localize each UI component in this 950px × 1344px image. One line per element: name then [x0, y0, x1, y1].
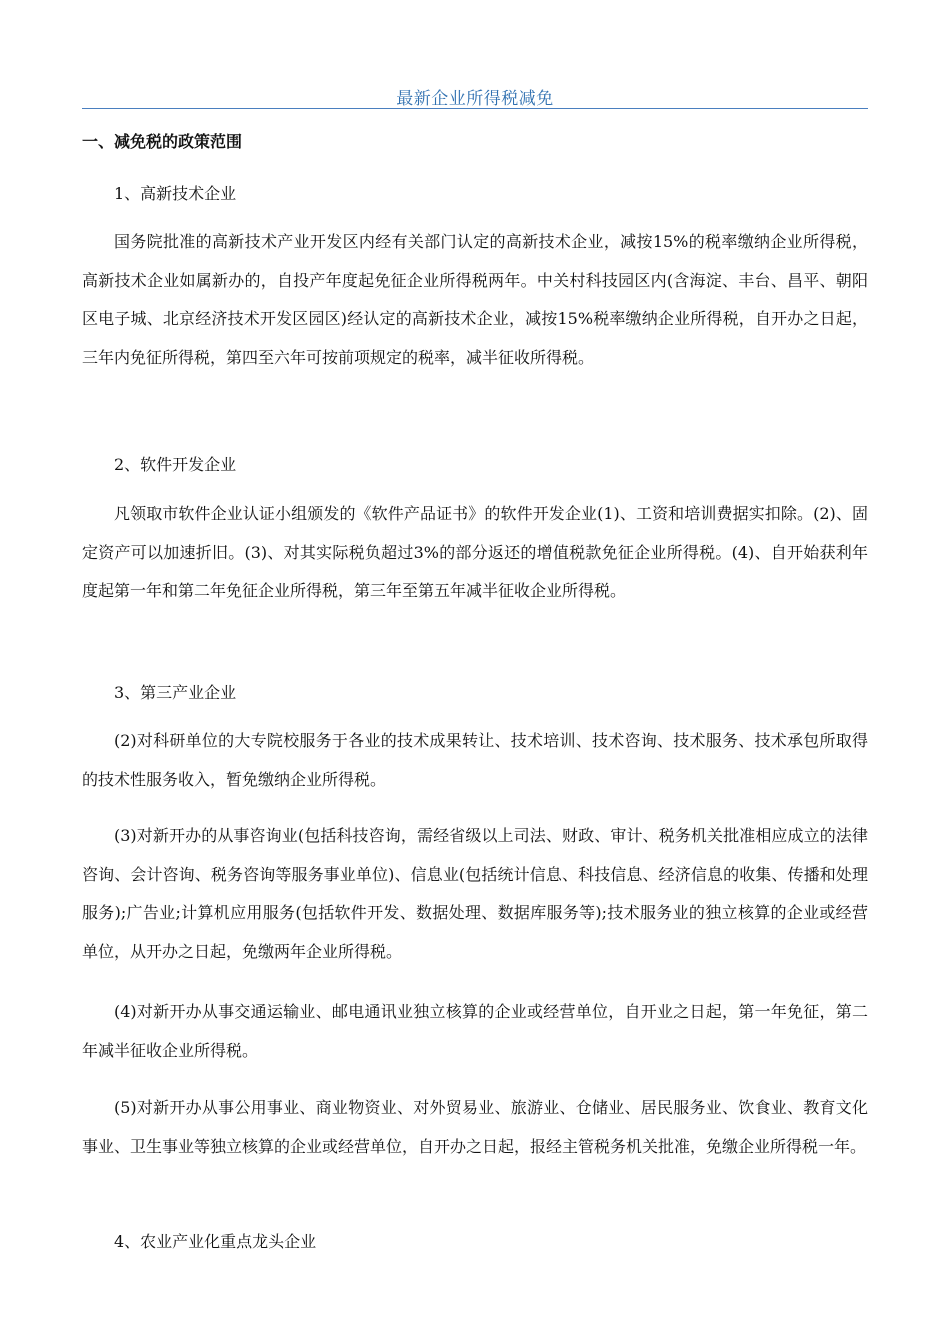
section-heading: 一、减免税的政策范围	[82, 132, 243, 151]
paragraph-tertiary-5: (5)对新开办从事公用事业、商业物资业、对外贸易业、旅游业、仓储业、居民服务业、饮食业、教育文化事业、卫生事业等独立核算的企业或经营单位，自开办之日起，报经主管税务机关批准，免缴企业所得税一年。	[82, 1098, 868, 1156]
paragraph-software: 凡领取市软件企业认证小组颁发的《软件产品证书》的软件开发企业(1)、工资和培训费据实扣除。(2)、固定资产可以加速折旧。(3)、对其实际税负超过3%的部分返还的增值税款免征企业所得税。(4)、自开始获利年度起第一年和第二年免征企业所得税，第三年至第五年减半征收企业所得税。	[82, 504, 868, 600]
paragraph-high-tech: 国务院批准的高新技术产业开发区内经有关部门认定的高新技术企业，减按15%的税率缴纳企业所得税，高新技术企业如属新办的，自投产年度起免征企业所得税两年。中关村科技园区内(含海淀、丰台、昌平、朝阳区电子城、北京经济技术开发区园区)经认定的高新技术企业，减按15%税率缴纳企业所得税，自开办之日起，三年内免征所得税，第四至六年可按前项规定的税率，减半征收所得税。	[82, 232, 868, 367]
page-title: 最新企业所得税减免	[396, 89, 554, 109]
subsection-heading-software: 2、软件开发企业	[114, 455, 237, 474]
subsection-heading-tertiary: 3、第三产业企业	[114, 683, 237, 702]
paragraph-tertiary-4: (4)对新开办从事交通运输业、邮电通讯业独立核算的企业或经营单位，自开业之日起，第一年免征，第二年减半征收企业所得税。	[82, 1002, 868, 1060]
paragraph-tertiary-2: (2)对科研单位的大专院校服务于各业的技术成果转让、技术培训、技术咨询、技术服务、技术承包所取得的技术性服务收入，暂免缴纳企业所得税。	[82, 731, 868, 789]
subsection-heading-agriculture: 4、农业产业化重点龙头企业	[114, 1232, 317, 1251]
subsection-heading-high-tech: 1、高新技术企业	[114, 184, 237, 203]
paragraph-tertiary-3: (3)对新开办的从事咨询业(包括科技咨询，需经省级以上司法、财政、审计、税务机关批准相应成立的法律咨询、会计咨询、税务咨询等服务事业单位)、信息业(包括统计信息、科技信息、经济信息的收集、传播和处理服务);广告业;计算机应用服务(包括软件开发、数据处理、数据库服务等);技术服务业的独立核算的企业或经营单位，从开办之日起，免缴两年企业所得税。	[82, 826, 868, 961]
title-divider	[82, 108, 868, 109]
